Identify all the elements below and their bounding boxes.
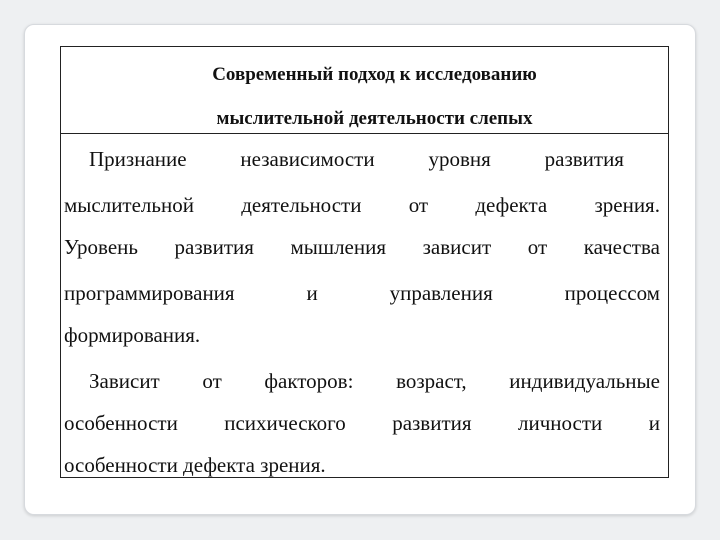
body-line-8: [61, 453, 668, 478]
body-line-3: [61, 235, 668, 260]
title-line-1: Современный подход к исследованию: [212, 64, 537, 85]
body-word: зрения.: [594, 193, 660, 217]
body-word: развития: [174, 235, 254, 259]
body-word: уровня: [428, 147, 491, 171]
body-word: от: [202, 369, 222, 393]
body-word: управления: [389, 281, 493, 305]
body-word: особенности: [64, 411, 178, 435]
body-word: Признание: [89, 147, 187, 171]
title-box: [61, 47, 668, 134]
body-word: дефекта: [475, 193, 548, 217]
body-word: от: [408, 193, 429, 217]
body-line-2: [61, 193, 668, 218]
body-word: Зависит: [89, 369, 160, 393]
body-word: от: [527, 235, 548, 259]
body-line-7: [61, 411, 668, 436]
body-word: зависит: [422, 235, 492, 259]
body-word: факторов:: [264, 369, 354, 393]
body-word: развития: [544, 147, 624, 171]
body-word: деятельности: [241, 193, 362, 217]
body-word: психического: [224, 411, 346, 435]
body-word: формирования.: [64, 323, 201, 347]
body-word: индивидуальные: [509, 369, 660, 393]
body-word: Уровень: [64, 235, 138, 259]
body-word: мышления: [290, 235, 387, 259]
body-word: и: [648, 411, 660, 435]
body-word: качества: [583, 235, 660, 259]
body-word: и: [306, 281, 318, 305]
content-frame: [60, 46, 669, 478]
body-word: личности: [517, 411, 603, 435]
body-word: мыслительной: [64, 193, 194, 217]
body-line-1: [61, 147, 668, 172]
body-line-4: [61, 281, 668, 306]
title-line-2: мыслительной деятельности слепых: [216, 108, 533, 129]
body-line-5: [61, 323, 668, 348]
body-word: особенности дефекта зрения.: [64, 453, 326, 477]
body-word: процессом: [564, 281, 660, 305]
body-word: развития: [392, 411, 472, 435]
body-line-6: [61, 369, 668, 394]
body-word: независимости: [240, 147, 375, 171]
body-word: возраст,: [396, 369, 467, 393]
body-word: программирования: [64, 281, 235, 305]
